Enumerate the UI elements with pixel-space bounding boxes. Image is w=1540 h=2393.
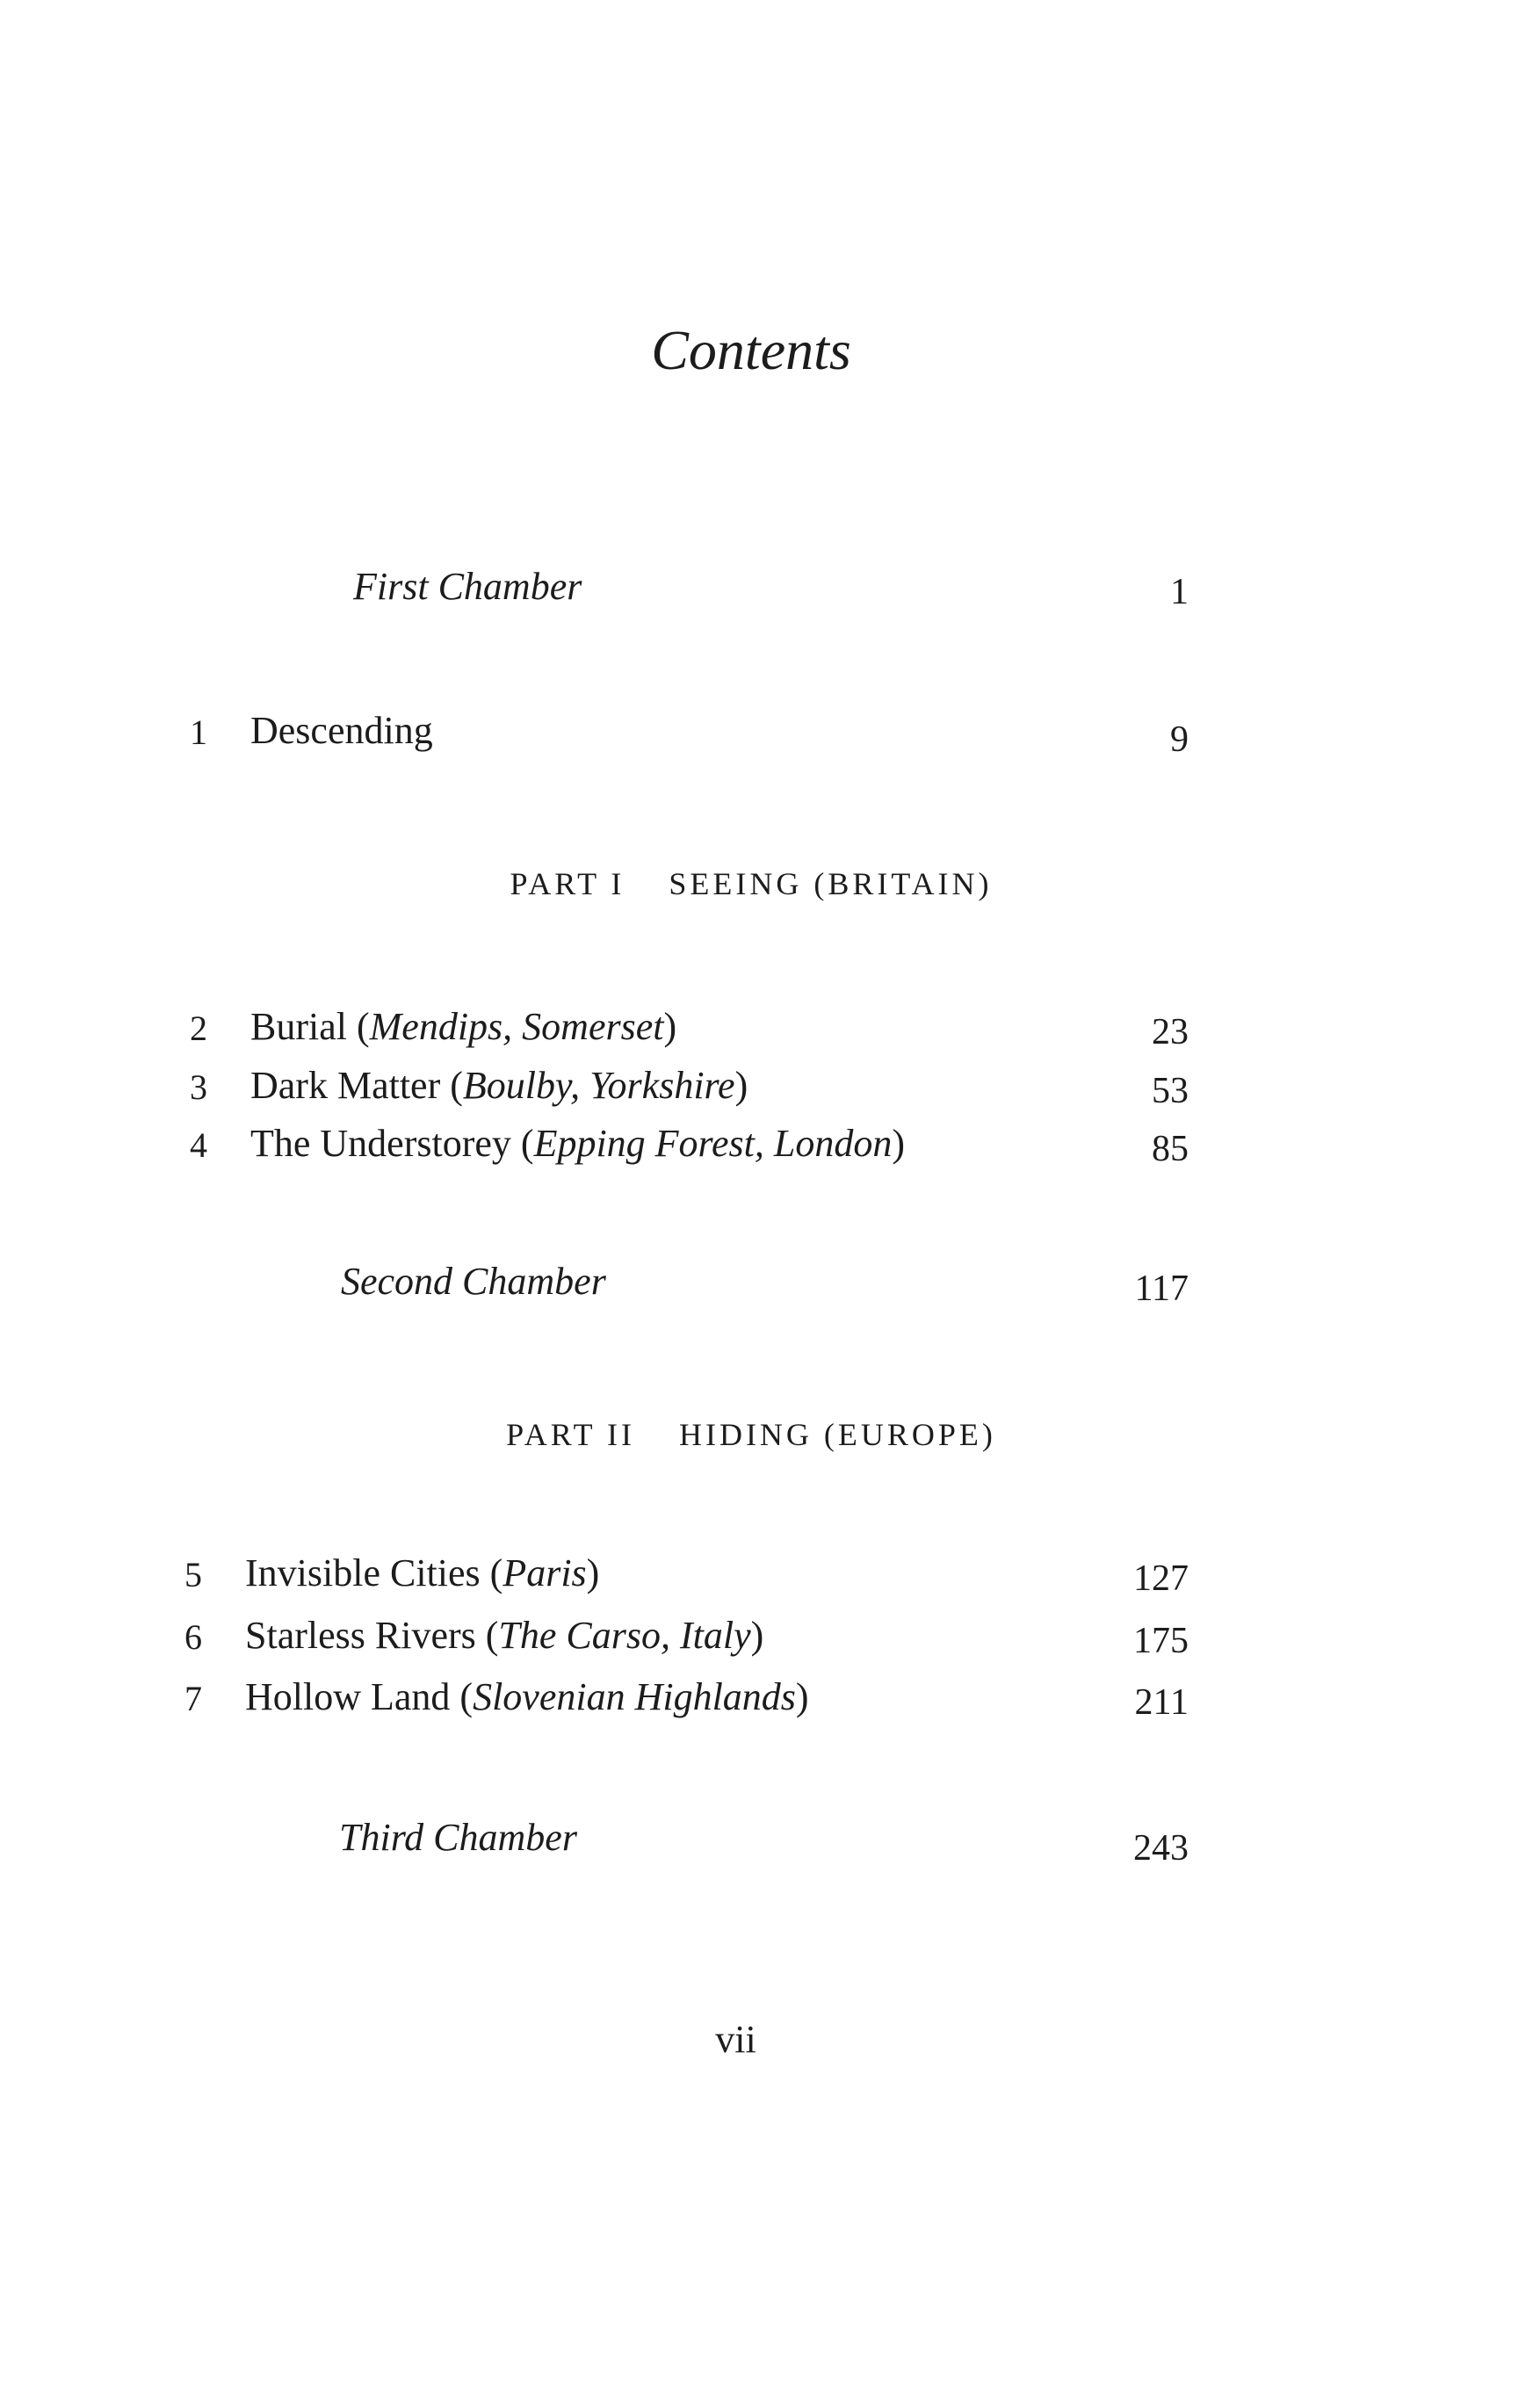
part-label: PART II [506, 1417, 635, 1452]
part-title: SEEING (BRITAIN) [669, 866, 993, 901]
toc-chapter-number: 4 [190, 1125, 207, 1165]
toc-chapter-title: Descending [250, 709, 433, 752]
part-title: HIDING (EUROPE) [678, 1417, 996, 1452]
toc-chapter-subtitle: Epping Forest, London [533, 1122, 893, 1165]
toc-chapter-number: 7 [184, 1679, 202, 1718]
toc-chapter-title: Starless Rivers [245, 1614, 476, 1657]
toc-entry-chapter-6: 6 Starless Rivers (The Carso, Italy) 175 [184, 1614, 1189, 1661]
page-title: Contents [651, 319, 851, 381]
toc-chapter-number: 3 [190, 1067, 207, 1107]
toc-entry-third-chamber [0, 1815, 1540, 1868]
part-label: PART I [510, 866, 625, 901]
toc-chapter-title: Burial [250, 1005, 347, 1048]
toc-chapter-subtitle: Slovenian Highlands [473, 1675, 796, 1718]
toc-chapter-number: 5 [184, 1555, 202, 1594]
part-heading-1 [0, 865, 1502, 902]
toc-entry-label: First Chamber [353, 565, 582, 608]
part-heading-2 [0, 1416, 1502, 1453]
toc-entry-chapter-3: 3 Dark Matter (Boulby, Yorkshire) 53 [190, 1064, 1189, 1111]
toc-entry-first-chamber [0, 564, 1540, 617]
toc-page-number: 127 [1133, 1558, 1189, 1599]
toc-chapter-subtitle: Boulby, Yorkshire [462, 1064, 735, 1107]
toc-entry-label: Second Chamber [341, 1260, 606, 1303]
toc-entry-label: Third Chamber [339, 1816, 577, 1859]
toc-chapter-title: Dark Matter [250, 1064, 441, 1107]
toc-page-number: 117 [1134, 1269, 1189, 1309]
toc-chapter-subtitle: Paris [502, 1551, 587, 1594]
toc-chapter-subtitle: Mendips, Somerset [369, 1005, 664, 1048]
toc-page-number: 175 [1133, 1621, 1189, 1661]
toc-page-number: 23 [1152, 1012, 1189, 1052]
toc-entry-chapter-2: 2 Burial (Mendips, Somerset) 23 [190, 1005, 1189, 1052]
toc-page-number: 85 [1152, 1129, 1189, 1169]
toc-page-number: 243 [1133, 1828, 1189, 1869]
toc-page-number: 211 [1134, 1682, 1189, 1723]
folio-page-number: vii [715, 2018, 756, 2061]
toc-chapter-number: 2 [190, 1009, 207, 1048]
toc-page-number: 53 [1152, 1071, 1189, 1111]
toc-page-number: 1 [1170, 572, 1189, 612]
toc-chapter-title: The Understorey [250, 1122, 511, 1165]
toc-entry-chapter-1 [0, 708, 1540, 761]
toc-entry-chapter-4: 4 The Understorey (Epping Forest, London) 85 [190, 1122, 1189, 1169]
toc-entry-chapter-5: 5 Invisible Cities (Paris) 127 [184, 1551, 1189, 1599]
toc-chapter-title: Invisible Cities [245, 1551, 481, 1594]
toc-chapter-number: 1 [190, 712, 207, 752]
toc-entry-chapter-7: 7 Hollow Land (Slovenian Highlands) 211 [184, 1675, 1189, 1723]
toc-chapter-title: Hollow Land [245, 1675, 451, 1718]
toc-chapter-subtitle: The Carso, Italy [498, 1614, 751, 1657]
toc-chapter-number: 6 [184, 1617, 202, 1657]
toc-page-number: 9 [1170, 719, 1189, 760]
toc-entry-second-chamber [0, 1259, 1540, 1312]
